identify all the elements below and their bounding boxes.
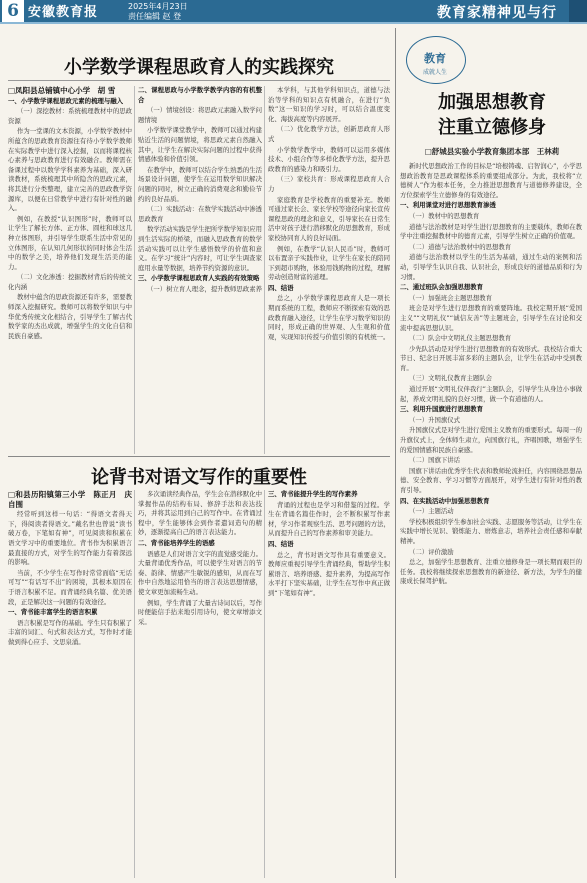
paragraph: 经常听到这样一句话：“得语文者得天下，得阅读者得语文。”戴名世也曾说“读书破万卷，下笔如有神”，可见阅读和积累在语文学习中的重要地位。背书作为积累语言最直接的方式，对学生的写作能力有着深远的影响。 <box>8 510 132 567</box>
section-heading: 四、在实践活动中加强思想教育 <box>400 496 490 505</box>
section-heading: 二、课程思政与小学数学教学内容的有机整合 <box>138 86 262 104</box>
paragraph: 作为一堂课的文本资源，小学数学教材中所蕴含的思政教育资源往有待小学数学教师在实际教学中进行深入挖掘，以而将课程核心素养与思政教育进行有效融合。教师需在备课过程中以数学学科素养为基础，深入研读教材，系统梳理其中所隐含的思政元素，将其进行分类整理，建立完善的思政教学资源库，以便在日常教学中进行有针对性的融入。 <box>8 127 132 213</box>
article1-title-rule <box>8 80 390 81</box>
section-heading: 一、背书能丰富学生的语言积累 <box>8 608 98 617</box>
article2-column-2 <box>138 490 262 878</box>
article2-col1-body <box>8 510 132 647</box>
paragraph: （一）树立育人理念，提升教师思政素养 <box>146 284 262 293</box>
article2-col2-body <box>138 490 262 627</box>
paragraph: 例如，学生背诵了大量古诗词以后，写作时便能信手拈来地引用诗句，使文章增添文采。 <box>138 598 262 626</box>
paragraph: 例如，在教学“认识人民币”时，教师可以布置亲子实践作业，让学生在家长的陪同下到超市购物，体验用钱购物的过程，理解劳动创造财富的道理。 <box>268 244 390 282</box>
paragraph: 教材中蕴含的思政资源还有许多，需要教师深入挖掘研究。教师可以将数学知识与中华优秀传统文化相结合，引导学生了解古代数学家的杰出成就，增强学生的文化自信和民族自豪感。 <box>8 293 132 340</box>
side-article-paras <box>400 162 582 587</box>
paragraph: 小学数学课堂教学中，教师可以通过构建贴近生活的问题情境，将思政元素自然融入其中，让学生在解决实际问题的过程中获得情感体验和价值引领。 <box>138 126 262 164</box>
paragraph: 本学科，与其他学科知识点，道德与法治等学科的知识点有机融合，在进行“负数”这一知识的学习时，可以结合温度变化、海拔高度等内容展开。 <box>268 86 390 123</box>
section-heading: 一、小学数学课程思政元素的梳理与融入 <box>8 96 124 105</box>
paragraph: 国旗下讲话由优秀学生代表和教师轮流担任，内容围绕思想品德、安全教育、学习习惯等方面展开，对学生进行有针对性的教育引导。 <box>400 466 582 494</box>
article2-col3-body <box>268 490 390 599</box>
article1-title: 小学数学课程思政育人的实践探究 <box>64 57 334 78</box>
paragraph: （三）文明礼仪教育主题队会 <box>408 374 493 383</box>
article2-column-1 <box>8 490 132 878</box>
section-heading: 四、结语 <box>268 539 294 548</box>
paragraph: 在教学中，教师可以结合学生熟悉的生活场景设计问题，使学生在运用数学知识解决问题的同时，树立正确的消费观念和勤俭节约的良好品质。 <box>138 165 262 203</box>
side-title-line-1: 加强思想教育 <box>438 92 546 113</box>
section-heading: 三、利用升国旗进行思想教育 <box>400 405 484 414</box>
education-emblem <box>400 34 472 94</box>
newspaper-logo: 安徽教育报 <box>28 5 99 20</box>
paragraph: （一）教材中的思想教育 <box>408 211 480 220</box>
paragraph: （三）家校共育：形成课程思政育人合力 <box>268 175 390 193</box>
paragraph: 语感是人们对语言文字的直觉感受能力。大量背诵优秀作品，可以使学生对语言的节奏、韵律、情感产生敏锐的感知，从而在写作中自然地运用恰当的语言表达思想情感，使文章更加流畅生动。 <box>138 549 262 596</box>
column-divider <box>134 86 135 454</box>
article1-col1-body <box>8 97 132 342</box>
article1-author: □凤阳县总铺镇中心小学 胡 雪 <box>8 86 116 95</box>
side-column-divider <box>395 28 396 878</box>
article2-author: □和县历阳镇第三小学 陈正月 庆自围 <box>8 490 132 509</box>
paragraph: 升国旗仪式是对学生进行爱国主义教育的重要形式。每周一的升旗仪式上，全体师生肃立，向国旗行礼，齐唱国歌，增强学生的爱国情感和民族自豪感。 <box>400 426 582 454</box>
issue-date: 2025年4月23日 <box>128 2 188 11</box>
paragraph: 数学活动实践是学生把所学数学知识应用到生活实际的桥梁，而融入思政教育的数学活动实践可以让学生感悟数学的价值和意义。在学习“统计”内容时，可让学生调查家庭用水量等数据，培养节约资源的意识。 <box>138 225 262 272</box>
page-number: 6 <box>2 0 24 22</box>
paragraph: 总之，加强学生思想教育、注重立德修身是一项长期而艰巨的任务。我校将继续探索思想教育的新途径、新方法，为学生的健康成长保驾护航。 <box>400 558 582 586</box>
article2-title: 论背书对语文写作的重要性 <box>91 467 307 488</box>
paragraph: 当前，不少学生在写作时常常面临“无话可写”“有话写不出”的困境，其根本原因在于语言积累不足。而背诵经典名篇、优美语段，正是解决这一问题的有效途径。 <box>8 568 132 606</box>
page-header <box>0 0 587 22</box>
paragraph: 小学数学教学中，教师可以运用多媒体技术、小组合作等多样化教学方法，提升思政教育的感染力和吸引力。 <box>268 145 390 173</box>
section-title: 教育家精神见与行 <box>437 5 557 21</box>
paragraph: （一）主题活动 <box>408 507 454 516</box>
header-accent-bar <box>569 0 587 22</box>
side-article-body <box>400 162 582 878</box>
paragraph: 语言积累是写作的基础。学生只有积累了丰富的词汇、句式和表达方式，写作时才能做到得心应手、文思泉涌。 <box>8 618 132 646</box>
paragraph: 学校积极组织学生参加社会实践、志愿服务等活动，让学生在实践中增长见识、锻炼能力、磨炼意志，培养社会责任感和奉献精神。 <box>400 517 582 545</box>
article1-column-2 <box>138 86 262 454</box>
section-heading: 三、小学数学课程思政育人实践的有效策略 <box>138 274 260 283</box>
paragraph: （一）深挖教材：系统梳理教材中的思政资源 <box>8 107 132 125</box>
side-article-author: □舒城县实验小学教育集团本部 王林莉 <box>424 147 560 156</box>
side-title-line-2: 注重立德修身 <box>438 117 546 138</box>
paragraph: 班会是对学生进行思想教育的重要阵地。我校定期开展“爱国主义”“文明礼仪”“诚信友善”等主题班会，引导学生在讨论和交流中提高思想认识。 <box>400 304 582 332</box>
article2-column-3 <box>268 490 390 878</box>
article1-column-1 <box>8 86 132 454</box>
paragraph: （二）优化教学方法，创新思政育人形式 <box>268 125 390 143</box>
paragraph: （一）加强班会主题思想教育 <box>408 293 493 302</box>
paragraph: 多次诵读经典作品，学生会在潜移默化中掌握作品的结构布局、修辞手法和表达技巧，并将其运用到自己的写作中。在背诵过程中，学生能够体会到作者遣词造句的精妙，逐渐提高自己的语言表达能力。 <box>138 490 262 537</box>
section-heading: 二、通过班队会加强思想教育 <box>400 283 484 292</box>
paragraph: （一）升国旗仪式 <box>408 415 461 424</box>
section-heading: 四、结语 <box>268 283 294 292</box>
paragraph: （二）国旗下讲话 <box>408 456 461 465</box>
editor-line: 责任编辑 赵 登 <box>128 12 182 21</box>
paragraph: （二）队会中文明礼仪主题思想教育 <box>408 334 512 343</box>
section-heading: 一、利用课堂对进行思想教育渗透 <box>400 201 496 210</box>
paragraph: 背诵的过程也是学习和借鉴的过程。学生在背诵名篇佳作时，会不断积累写作素材，学习作者观察生活、思考问题的方法，从而提升自己的写作素养和审美能力。 <box>268 500 390 538</box>
column-divider <box>264 490 265 878</box>
paragraph: 道德与法治教材是对学生进行思想教育的主要载体，教师在教学中注重挖掘教材中的德育元素，引导学生树立正确的价值观。 <box>400 222 582 241</box>
emblem-subtitle: 成就人生 <box>422 69 447 76</box>
column-divider <box>134 490 135 878</box>
side-article-title <box>400 90 584 140</box>
paragraph: （二）评价激励 <box>408 547 454 556</box>
paragraph: 通过开展“文明礼仪伴我行”主题队会，引导学生从身边小事做起，养成文明礼貌的良好习惯，做一个有道德的人。 <box>400 385 582 403</box>
article1-col3-body <box>268 86 390 342</box>
paragraph: 少先队活动是对学生进行思想教育的有效形式。我校结合重大节日、纪念日开展丰富多彩的主题队会，让学生在活动中受到教育。 <box>400 344 582 372</box>
article1-column-3 <box>268 86 390 454</box>
paragraph: （二）实践活动：在数学实践活动中渗透思政教育 <box>138 205 262 223</box>
paragraph: （一）情境创设：将思政元素融入数学问题情境 <box>138 106 262 124</box>
emblem-title: 教育 <box>424 52 446 65</box>
article-separator <box>8 456 390 457</box>
paragraph: 总之，小学数学课程思政育人是一项长期而系统的工程，教师应不断探索有效的思政教育融入途径，让学生在学习数学知识的同时，形成正确的世界观、人生观和价值观，实现知识传授与价值引领的有机统一。 <box>268 294 390 341</box>
paragraph: 道德与法治教材以学生的生活为基础，通过生动的案例和活动，引导学生认识自我、认识社会，形成良好的道德品质和行为习惯。 <box>400 253 582 281</box>
paragraph: （二）道德与法治教材中的思想教育 <box>408 242 512 251</box>
column-divider <box>264 86 265 454</box>
header-divider <box>0 22 587 24</box>
paragraph: 例如，在教授“认识图形”时，教师可以让学生了解长方体、正方体、圆柱和球这几种立体图形，并引导学生联系生活中常见的立体图形，在认知几何形状的同时体会生活中的数学之美，培养他们发现生活美的能力。 <box>8 214 132 271</box>
section-heading: 二、背书能培养学生的语感 <box>138 538 215 547</box>
paragraph: 总之，背书对语文写作具有重要意义。教师应重视引导学生背诵经典，帮助学生积累语言、培养语感、提升素养，为提高写作水平打下坚实基础，让学生在写作中真正做到“下笔如有神”。 <box>268 550 390 597</box>
paragraph: 新时代思想政治工作的目标是“培根铸魂、启智润心”，小学思想政治教育是思政课程体系的重要组成部分。为此，我校将“立德树人”作为根本任务，全力推进思想教育与道德修养建设，全方位探索学生立德修身的有效途径。 <box>400 162 582 199</box>
section-heading: 三、背书能提升学生的写作素养 <box>268 490 358 498</box>
article1-col2-body <box>138 86 262 294</box>
paragraph: （二）文化渗透：挖掘教材背后的传统文化内涵 <box>8 273 132 291</box>
paragraph: 家庭教育是学校教育的重要补充。教师可通过家长会、家长学校等途径向家长宣传课程思政的理念和意义，引导家长在日常生活中对孩子进行潜移默化的思想教育，形成家校协同育人的良好局面。 <box>268 195 390 242</box>
